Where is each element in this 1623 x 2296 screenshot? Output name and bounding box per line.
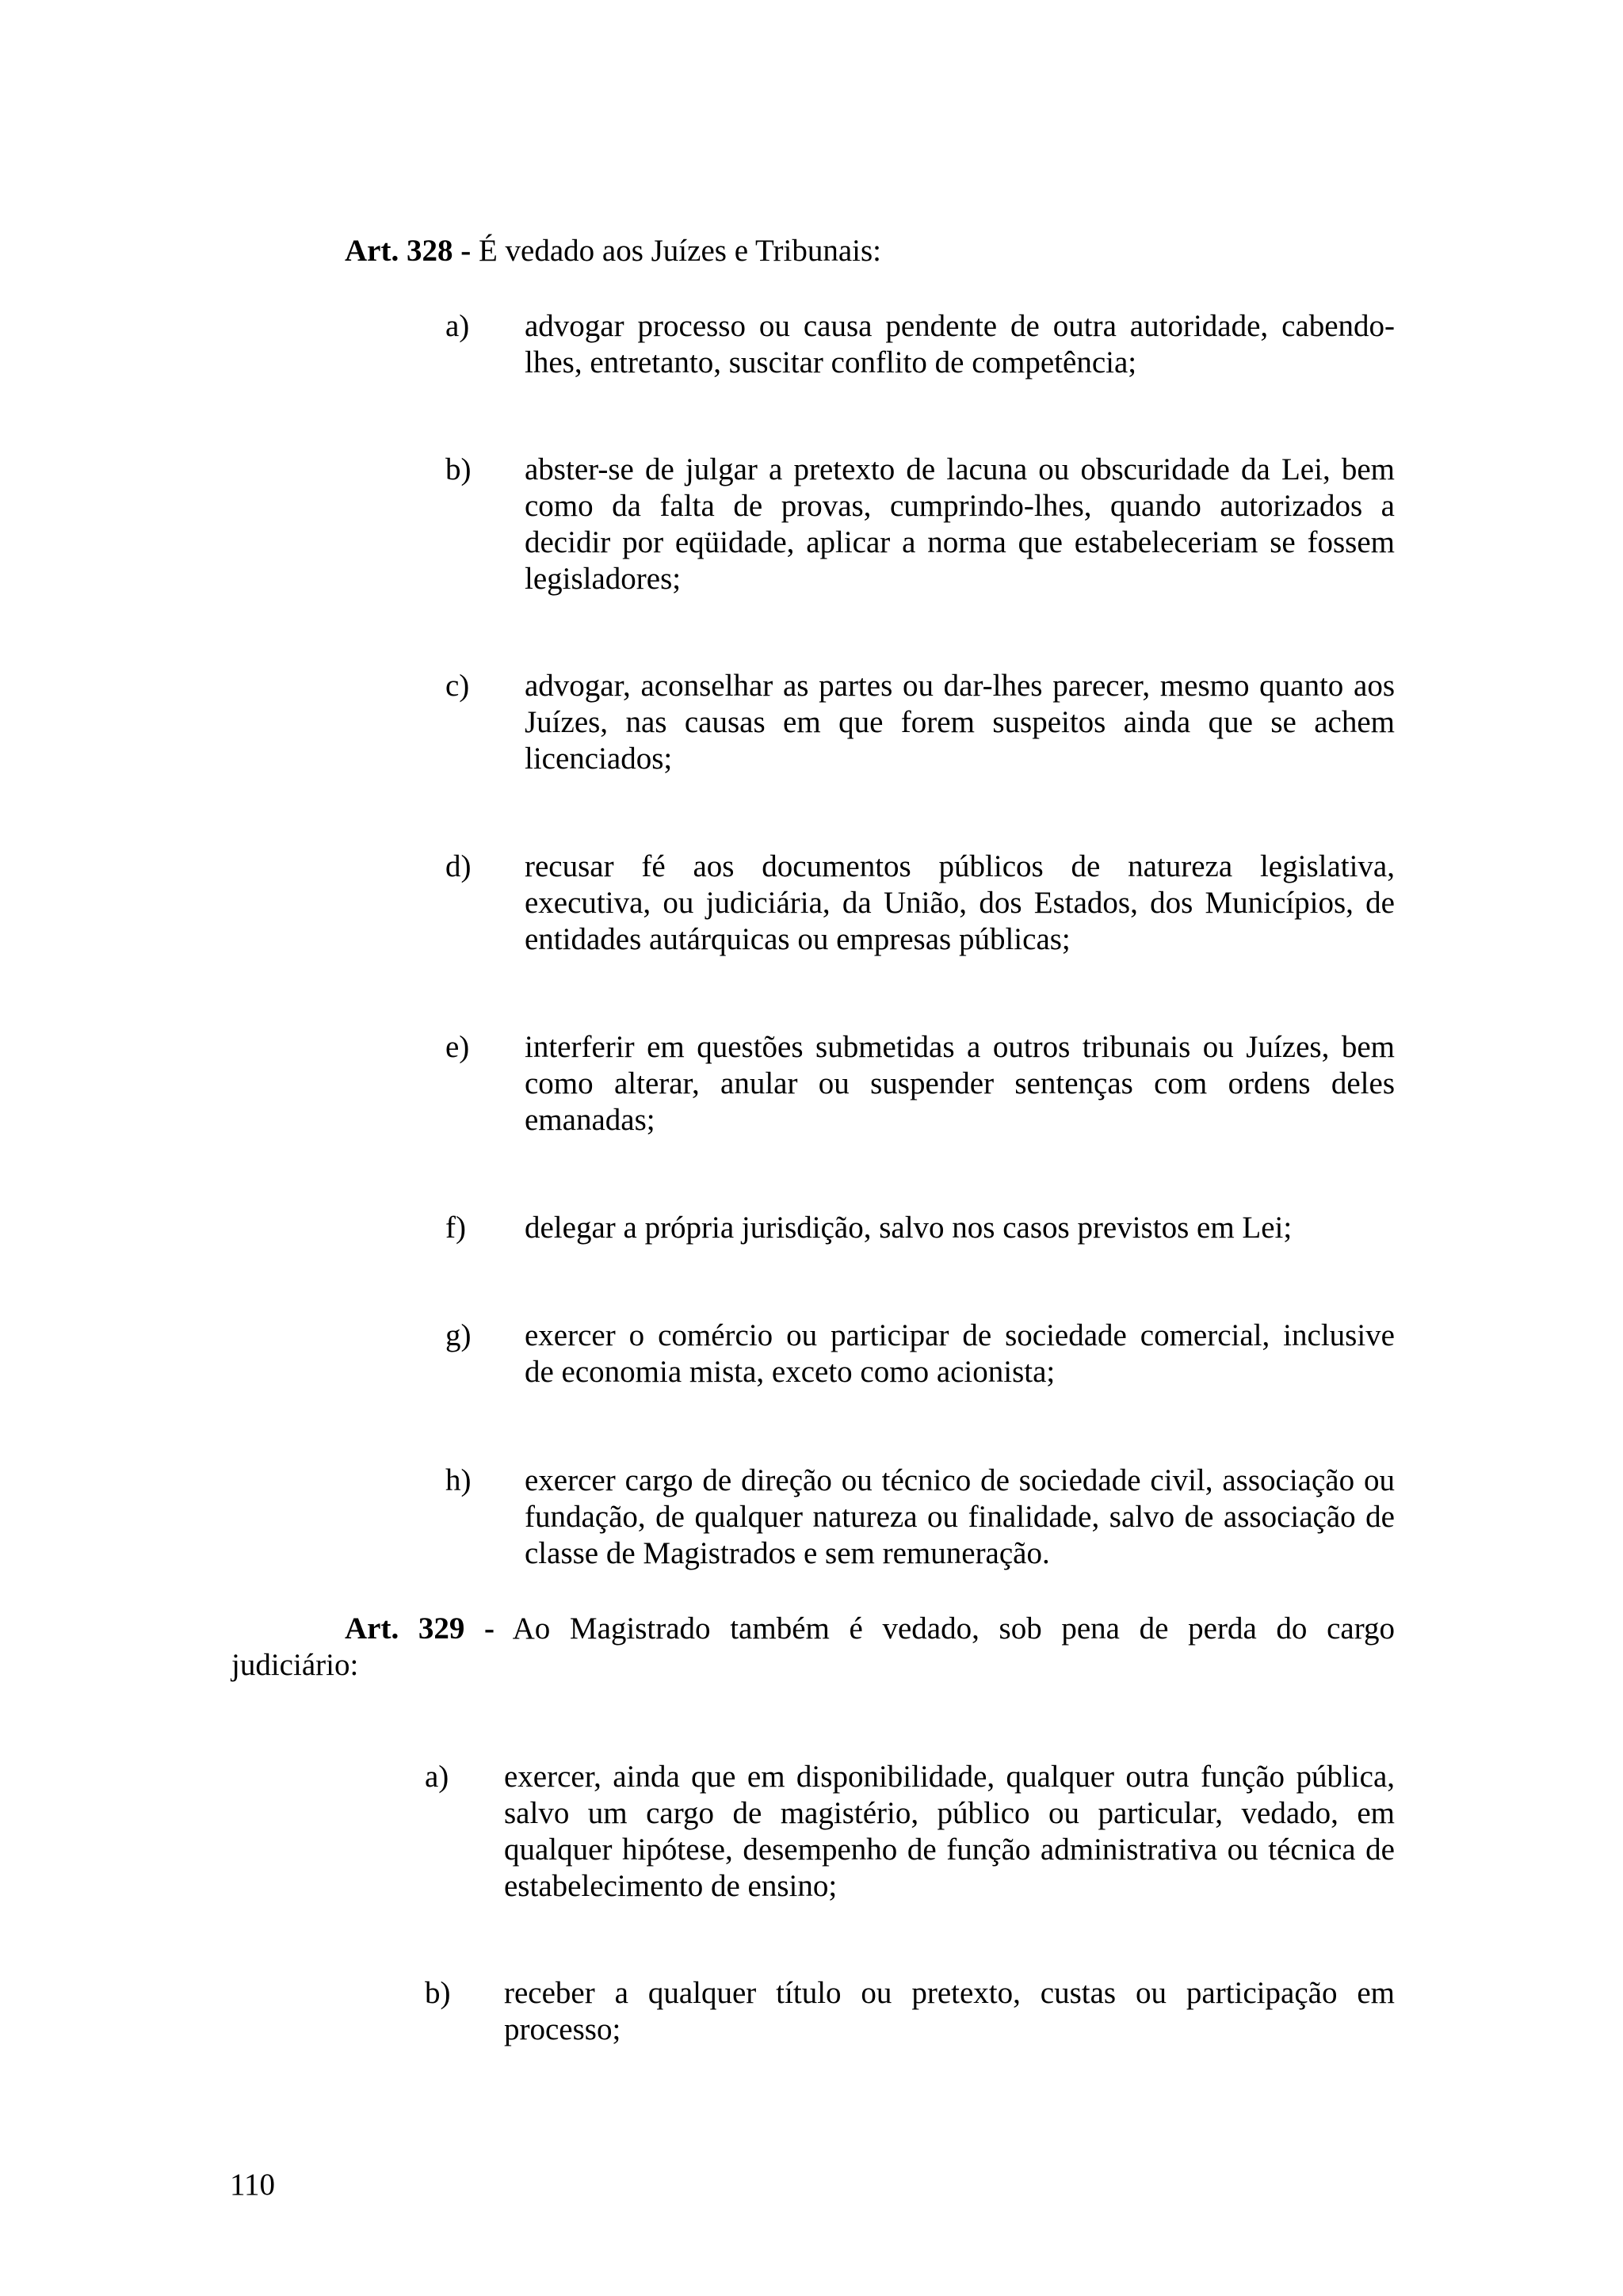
item-line: processo; <box>504 2012 621 2046</box>
article-329-item-b <box>425 1975 1395 2048</box>
article-328-item-e <box>445 1029 1395 1138</box>
item-line: fundação, de qualquer natureza ou finalidade, salvo de associação de <box>525 1500 1395 1534</box>
item-label: f) <box>445 1211 466 1245</box>
item-label: h) <box>445 1463 472 1497</box>
article-329-item-a <box>425 1759 1395 1905</box>
item-line: emanadas; <box>525 1103 655 1137</box>
item-label: a) <box>445 309 470 343</box>
item-line: entidades autárquicas ou empresas públicas; <box>525 922 1071 956</box>
item-line: executiva, ou judiciária, da União, dos Estados, dos Municípios, de <box>525 886 1395 920</box>
item-line: exercer, ainda que em disponibilidade, qualquer outra função pública, <box>504 1760 1395 1794</box>
article-328-item-c <box>445 668 1395 777</box>
item-line: recusar fé aos documentos públicos de natureza legislativa, <box>525 849 1395 883</box>
article-328-item-g <box>445 1318 1395 1390</box>
item-line: delegar a própria jurisdição, salvo nos casos previstos em Lei; <box>525 1211 1293 1245</box>
item-line: lhes, entretanto, suscitar conflito de competência; <box>525 345 1137 379</box>
article-329-continuation: judiciário: <box>231 1648 359 1682</box>
item-line: qualquer hipótese, desempenho de função administrativa ou técnica de <box>504 1833 1395 1867</box>
article-328-item-h <box>445 1463 1395 1572</box>
item-line: como da falta de provas, cumprindo-lhes, quando autorizados a <box>525 489 1395 523</box>
item-label: g) <box>445 1318 472 1352</box>
item-line: abster-se de julgar a pretexto de lacuna ou obscuridade da Lei, bem <box>525 452 1395 486</box>
article-328-item-f <box>445 1210 1395 1246</box>
item-label: b) <box>445 452 472 486</box>
item-line: de economia mista, exceto como acionista; <box>525 1355 1056 1389</box>
item-label: e) <box>445 1030 470 1064</box>
item-label: d) <box>445 849 472 883</box>
item-line: receber a qualquer título ou pretexto, custas ou participação em <box>504 1976 1395 2010</box>
article-328-item-a <box>445 308 1395 381</box>
item-label: c) <box>445 669 470 703</box>
article-328-text: É vedado aos Juízes e Tribunais: <box>478 234 881 268</box>
item-line: licenciados; <box>525 742 673 776</box>
item-line: advogar processo ou causa pendente de outra autoridade, cabendo- <box>525 309 1395 343</box>
article-329-text: Ao Magistrado também é vedado, sob pena de perda do cargo <box>512 1611 1395 1646</box>
item-line: como alterar, anular ou suspender sentenças com ordens deles <box>525 1066 1395 1100</box>
article-329-heading <box>345 1611 1395 1647</box>
item-line: Juízes, nas causas em que forem suspeitos ainda que se achem <box>525 705 1395 739</box>
item-line: advogar, aconselhar as partes ou dar-lhes parecer, mesmo quanto aos <box>525 669 1395 703</box>
article-328-heading <box>345 233 1395 269</box>
item-line: estabelecimento de ensino; <box>504 1869 838 1903</box>
item-line: legisladores; <box>525 562 682 596</box>
item-line: salvo um cargo de magistério, público ou particular, vedado, em <box>504 1796 1395 1830</box>
article-328-item-b <box>445 452 1395 597</box>
page-number: 110 <box>230 2168 276 2202</box>
item-line: exercer cargo de direção ou técnico de sociedade civil, associação ou <box>525 1463 1395 1497</box>
item-line: exercer o comércio ou participar de sociedade comercial, inclusive <box>525 1318 1395 1352</box>
article-328-item-d <box>445 849 1395 958</box>
article-329-number: Art. 329 - <box>345 1611 495 1646</box>
item-line: classe de Magistrados e sem remuneração. <box>525 1536 1050 1570</box>
article-328-number: Art. 328 - <box>345 234 472 268</box>
item-line: interferir em questões submetidas a outros tribunais ou Juízes, bem <box>525 1030 1395 1064</box>
item-label: a) <box>425 1760 449 1794</box>
item-label: b) <box>425 1976 451 2010</box>
item-line: decidir por eqüidade, aplicar a norma que estabeleceriam se fossem <box>525 525 1395 559</box>
